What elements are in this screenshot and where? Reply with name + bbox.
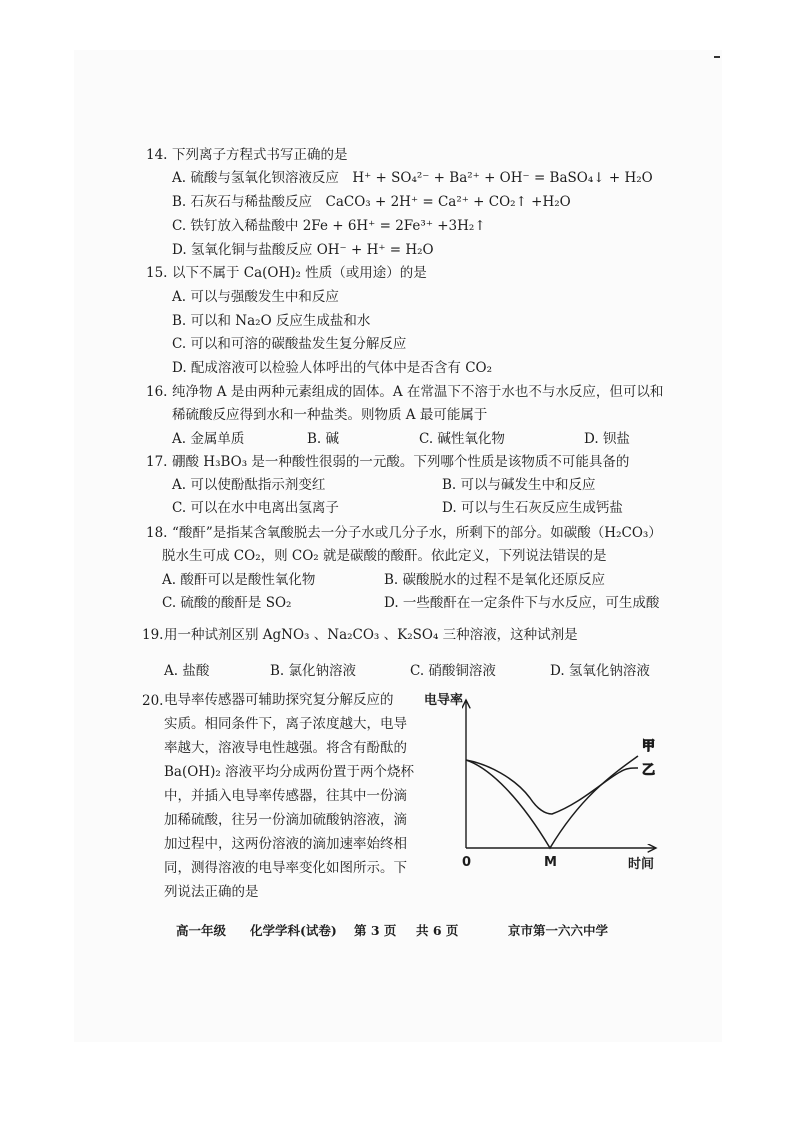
q20-stem-line: 中，并插入电导率传感器，往其中一份滴 [164, 788, 407, 804]
q17-option-c: C. 可以在水中电离出氢离子 [172, 500, 339, 516]
q19-number: 19. [142, 627, 164, 643]
q19-stem: 用一种试剂区别 AgNO₃ 、Na₂CO₃ 、K₂SO₄ 三种溶液，这种试剂是 [164, 627, 578, 643]
curve-jia-label: 甲 [642, 739, 656, 754]
q17-stem: 硼酸 H₃BO₃ 是一种酸性很弱的一元酸。下列哪个性质是该物质不可能具备的 [172, 454, 630, 470]
q14-option-a: A. 硫酸与氢氧化钡溶液反应 H⁺ + SO₄²⁻ + Ba²⁺ + OH⁻ = BaSO₄↓ + H₂O [172, 170, 653, 186]
q16-option-b: B. 碱 [307, 431, 340, 447]
q14-option-b: B. 石灰石与稀盐酸反应 CaCO₃ + 2H⁺ = Ca²⁺ + CO₂↑ +H₂O [172, 194, 571, 210]
q18-option-d: D. 一些酸酐在一定条件下与水反应，可生成酸 [384, 595, 660, 611]
footer-total: 共 6 页 [416, 923, 459, 938]
x-axis-label: 时间 [628, 857, 655, 872]
q20-stem-line: 电导率传感器可辅助探究复分解反应的 [164, 692, 394, 708]
footer-page: 第 3 页 [354, 923, 397, 938]
q20-stem-line: 率越大，溶液导电性越强。将含有酚酞的 [164, 740, 407, 756]
m-label: M [544, 855, 557, 870]
q15-stem: 以下不属于 Ca(OH)₂ 性质（或用途）的是 [172, 265, 427, 281]
q20-stem-line: 列说法正确的是 [164, 884, 259, 900]
q16-option-a: A. 金属单质 [172, 431, 245, 447]
q17-option-d: D. 可以与生石灰反应生成钙盐 [442, 500, 623, 516]
q19-option-c: C. 硝酸铜溶液 [410, 663, 496, 679]
curve-jia [466, 756, 638, 848]
footer-subject: 化学学科(试卷) [250, 923, 337, 938]
q18-number: 18. [146, 525, 168, 541]
q14-option-c: C. 铁钉放入稀盐酸中 2Fe + 6H⁺ = 2Fe³⁺ +3H₂↑ [172, 218, 486, 234]
q20-stem-line: 加稀硫酸，往另一份滴加硫酸钠溶液，滴 [164, 812, 407, 828]
q15-option-a: A. 可以与强酸发生中和反应 [172, 289, 339, 305]
q15-option-b: B. 可以和 Na₂O 反应生成盐和水 [172, 313, 371, 329]
q16-number: 16. [146, 384, 168, 400]
q15-number: 15. [146, 265, 168, 281]
q20-stem [164, 688, 414, 904]
q20-stem-line: 同，测得溶液的电导率变化如图所示。下 [164, 860, 407, 876]
curve-yi-label: 乙 [642, 763, 656, 778]
q20-stem-line: Ba(OH)₂ 溶液平均分成两份置于两个烧杯 [164, 764, 415, 780]
q20-stem-line: 实质。相同条件下，离子浓度越大，电导 [164, 716, 407, 732]
q19-option-a: A. 盐酸 [164, 663, 210, 679]
origin-label: 0 [462, 855, 472, 870]
q16-stem-line1: 纯净物 A 是由两种元素组成的固体。A 在常温下不溶于水也不与水反应，但可以和 [172, 384, 664, 400]
q18-option-a: A. 酸酐可以是酸性氧化物 [162, 572, 316, 588]
q17-number: 17. [146, 454, 168, 470]
q16-option-d: D. 钡盐 [584, 431, 630, 447]
q18-stem-line1: “酸酐”是指某含氧酸脱去一分子水或几分子水，所剩下的部分。如碳酸（H₂CO₃） [172, 525, 662, 541]
q18-option-c: C. 硫酸的酸酐是 SO₂ [162, 595, 292, 611]
q17-option-a: A. 可以使酚酞指示剂变红 [172, 477, 326, 493]
conductivity-graph [420, 688, 670, 878]
q16-option-c: C. 碱性氧化物 [419, 431, 505, 447]
y-axis-label: 电导率 [424, 693, 464, 708]
q16-stem-line2: 稀硫酸反应得到水和一种盐类。则物质 A 最可能属于 [172, 407, 488, 423]
q20-number: 20. [142, 693, 164, 709]
q20-stem-line: 加过程中，这两份溶液的滴加速率始终相 [164, 836, 407, 852]
q17-option-b: B. 可以与碱发生中和反应 [442, 477, 596, 493]
q19-option-d: D. 氢氧化钠溶液 [550, 663, 650, 679]
q15-option-d: D. 配成溶液可以检验人体呼出的气体中是否含有 CO₂ [172, 360, 493, 376]
q14-stem: 下列离子方程式书写正确的是 [172, 147, 348, 163]
q19-option-b: B. 氯化钠溶液 [270, 663, 357, 679]
footer-grade: 高一年级 [176, 923, 227, 938]
scan-mark [714, 56, 720, 58]
footer-school: 京市第一六六中学 [508, 923, 609, 938]
q18-option-b: B. 碳酸脱水的过程不是氧化还原反应 [384, 572, 606, 588]
q14-number: 14. [146, 147, 168, 163]
q15-option-c: C. 可以和可溶的碳酸盐发生复分解反应 [172, 336, 407, 352]
q14-option-d: D. 氢氧化铜与盐酸反应 OH⁻ + H⁺ = H₂O [172, 242, 434, 258]
q18-stem-line2: 脱水生可成 CO₂，则 CO₂ 就是碳酸的酸酐。依此定义，下列说法错误的是 [162, 548, 607, 564]
curve-yi [466, 760, 638, 814]
